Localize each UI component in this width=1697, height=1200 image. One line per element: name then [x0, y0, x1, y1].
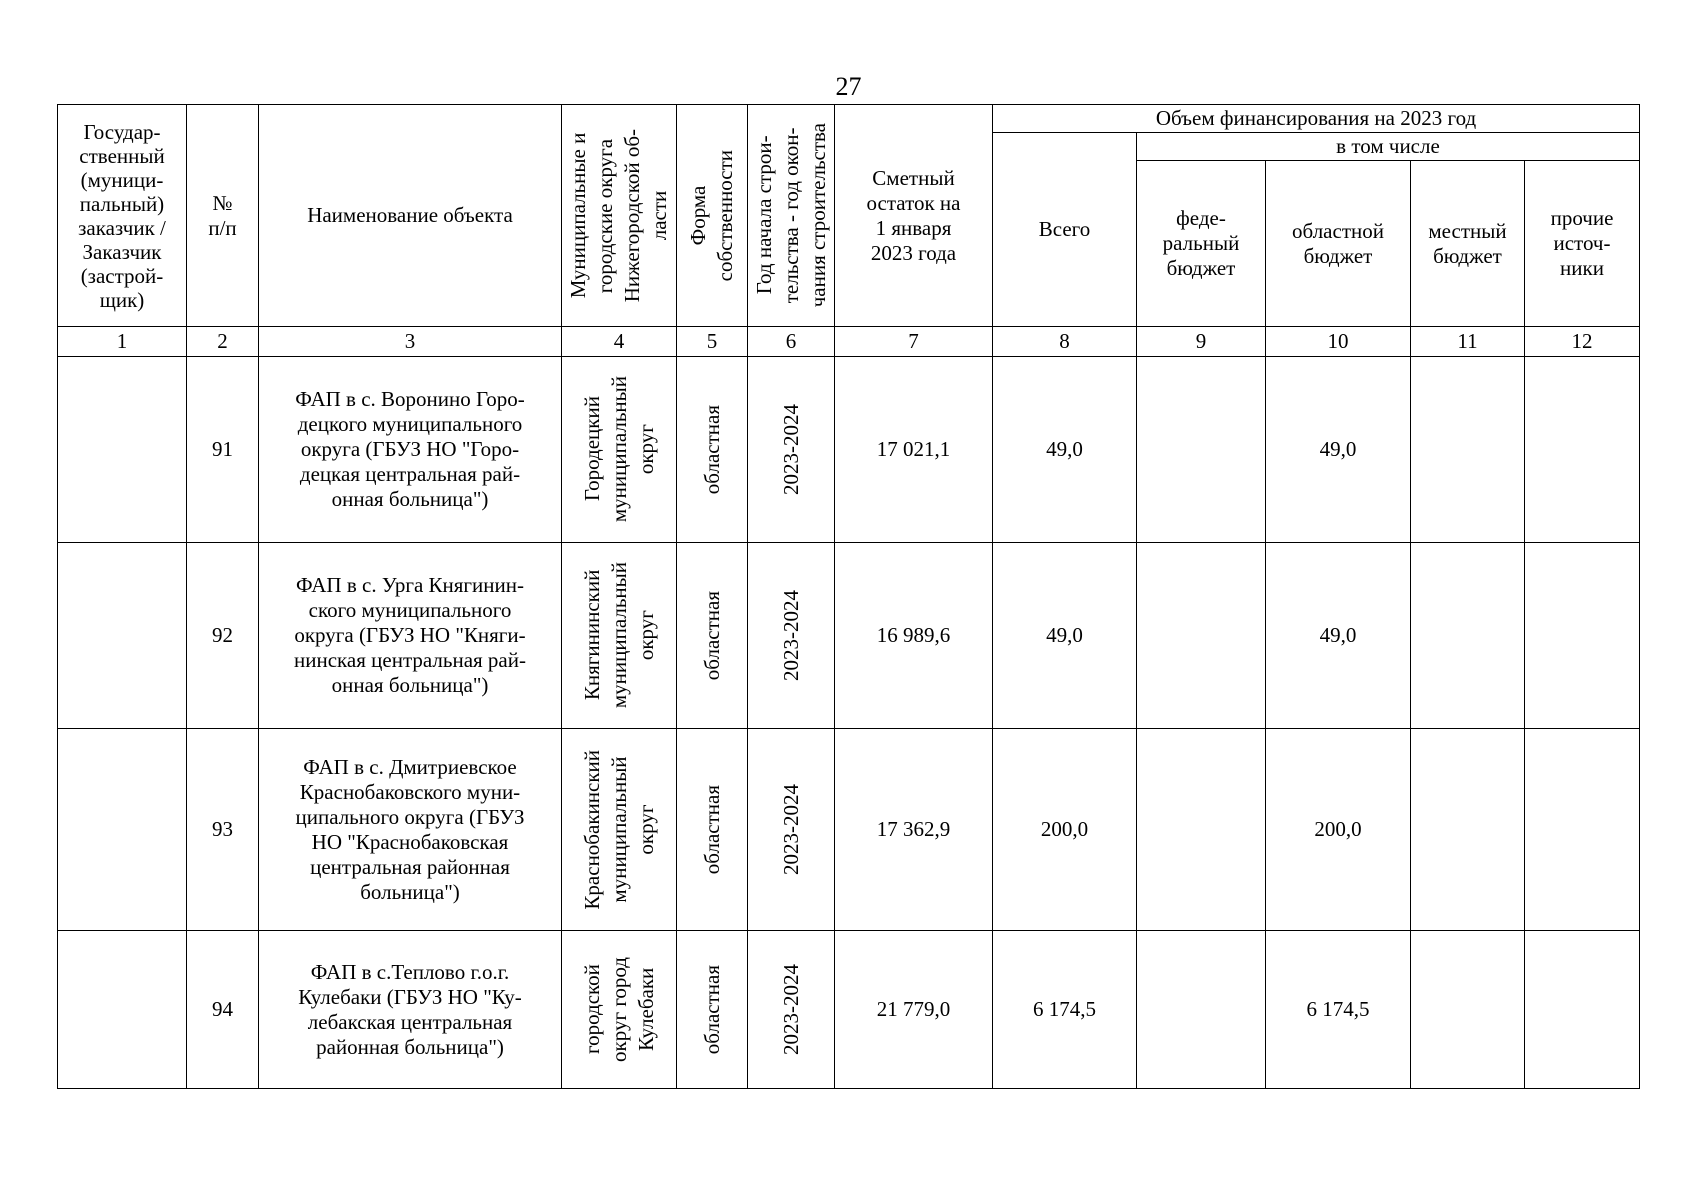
cell-federal — [1137, 543, 1266, 729]
cell-years-text: 2023-2024 — [778, 590, 803, 681]
header-including: в том числе — [1137, 133, 1640, 161]
cell-estimate: 21 779,0 — [835, 931, 993, 1089]
cell-customer — [58, 543, 187, 729]
header-num: № п/п — [187, 105, 259, 327]
header-years — [748, 105, 835, 327]
header-ownership — [677, 105, 748, 327]
cell-object-name: ФАП в с. Дмитриевское Краснобаковского муни- ципального округа (ГБУЗ НО "Краснобаковская центральная районная больница") — [259, 729, 562, 931]
column-number: 3 — [259, 327, 562, 357]
header-local: местный бюджет — [1411, 161, 1525, 327]
header-funding-group: Объем финансирования на 2023 год — [993, 105, 1640, 133]
cell-district-text: Княгининский муниципальный округ — [579, 562, 658, 709]
column-number: 11 — [1411, 327, 1525, 357]
cell-years-text: 2023-2024 — [778, 784, 803, 875]
cell-total: 6 174,5 — [993, 931, 1137, 1089]
cell-customer — [58, 729, 187, 931]
cell-district-text: городской округ город Кулебаки — [579, 957, 658, 1062]
cell-other — [1525, 729, 1640, 931]
cell-regional: 49,0 — [1266, 357, 1411, 543]
column-number: 9 — [1137, 327, 1266, 357]
cell-ownership — [677, 931, 748, 1089]
cell-ownership — [677, 357, 748, 543]
header-total: Всего — [993, 133, 1137, 327]
table-row — [58, 357, 1640, 543]
header-estimate: Сметный остаток на 1 января 2023 года — [835, 105, 993, 327]
cell-estimate: 17 021,1 — [835, 357, 993, 543]
header-regional: областной бюджет — [1266, 161, 1411, 327]
cell-object-name: ФАП в с. Воронино Горо- децкого муниципального округа (ГБУЗ НО "Горо- децкая центральная рай- онная больница") — [259, 357, 562, 543]
header-ownership-text: Форма собственности — [686, 149, 737, 282]
cell-ownership — [677, 729, 748, 931]
cell-num: 94 — [187, 931, 259, 1089]
cell-num: 93 — [187, 729, 259, 931]
header-other: прочие источ- ники — [1525, 161, 1640, 327]
cell-regional: 49,0 — [1266, 543, 1411, 729]
cell-years — [748, 543, 835, 729]
cell-federal — [1137, 357, 1266, 543]
cell-estimate: 16 989,6 — [835, 543, 993, 729]
cell-regional: 6 174,5 — [1266, 931, 1411, 1089]
cell-years-text: 2023-2024 — [778, 404, 803, 495]
table-row — [58, 931, 1640, 1089]
cell-num: 91 — [187, 357, 259, 543]
table-row — [58, 543, 1640, 729]
cell-regional: 200,0 — [1266, 729, 1411, 931]
header-customer: Государ- ственный (муници- пальный) заказчик / Заказчик (застрой- щик) — [58, 105, 187, 327]
page-number: 27 — [835, 72, 862, 101]
cell-total: 200,0 — [993, 729, 1137, 931]
column-number: 8 — [993, 327, 1137, 357]
cell-years — [748, 357, 835, 543]
column-number: 12 — [1525, 327, 1640, 357]
header-districts-text: Муниципальные и городские округа Нижегородской об- ласти — [566, 128, 671, 303]
cell-district — [562, 543, 677, 729]
cell-ownership-text: областная — [699, 590, 724, 681]
cell-district — [562, 729, 677, 931]
cell-local — [1411, 357, 1525, 543]
cell-federal — [1137, 931, 1266, 1089]
cell-ownership — [677, 543, 748, 729]
cell-object-name: ФАП в с. Урга Княгинин- ского муниципального округа (ГБУЗ НО "Княги- нинская центральная рай- онная больница") — [259, 543, 562, 729]
cell-district-text: Краснобакинский муниципальный округ — [579, 749, 658, 910]
financing-table — [57, 104, 1640, 1089]
cell-customer — [58, 357, 187, 543]
column-number: 5 — [677, 327, 748, 357]
header-years-text: Год начала строи- тельства - год окон- чания строительства — [751, 123, 830, 308]
cell-object-name: ФАП в с.Теплово г.о.г. Кулебаки (ГБУЗ НО "Ку- лебакская центральная районная больница") — [259, 931, 562, 1089]
column-numbers-row — [58, 327, 1640, 357]
cell-ownership-text: областная — [699, 784, 724, 875]
header-districts — [562, 105, 677, 327]
cell-years — [748, 931, 835, 1089]
cell-ownership-text: областная — [699, 404, 724, 495]
cell-total: 49,0 — [993, 357, 1137, 543]
cell-num: 92 — [187, 543, 259, 729]
cell-years-text: 2023-2024 — [778, 964, 803, 1055]
column-number: 1 — [58, 327, 187, 357]
cell-customer — [58, 931, 187, 1089]
cell-estimate: 17 362,9 — [835, 729, 993, 931]
cell-federal — [1137, 729, 1266, 931]
cell-local — [1411, 543, 1525, 729]
column-number: 10 — [1266, 327, 1411, 357]
column-number: 4 — [562, 327, 677, 357]
column-number: 2 — [187, 327, 259, 357]
cell-other — [1525, 357, 1640, 543]
cell-total: 49,0 — [993, 543, 1137, 729]
cell-other — [1525, 543, 1640, 729]
cell-district — [562, 357, 677, 543]
table-row — [58, 729, 1640, 931]
cell-years — [748, 729, 835, 931]
cell-district — [562, 931, 677, 1089]
cell-other — [1525, 931, 1640, 1089]
cell-local — [1411, 931, 1525, 1089]
header-federal: феде- ральный бюджет — [1137, 161, 1266, 327]
header-object-name: Наименование объекта — [259, 105, 562, 327]
column-number: 6 — [748, 327, 835, 357]
cell-ownership-text: областная — [699, 964, 724, 1055]
cell-district-text: Городецкий муниципальный округ — [579, 376, 658, 523]
cell-local — [1411, 729, 1525, 931]
column-number: 7 — [835, 327, 993, 357]
